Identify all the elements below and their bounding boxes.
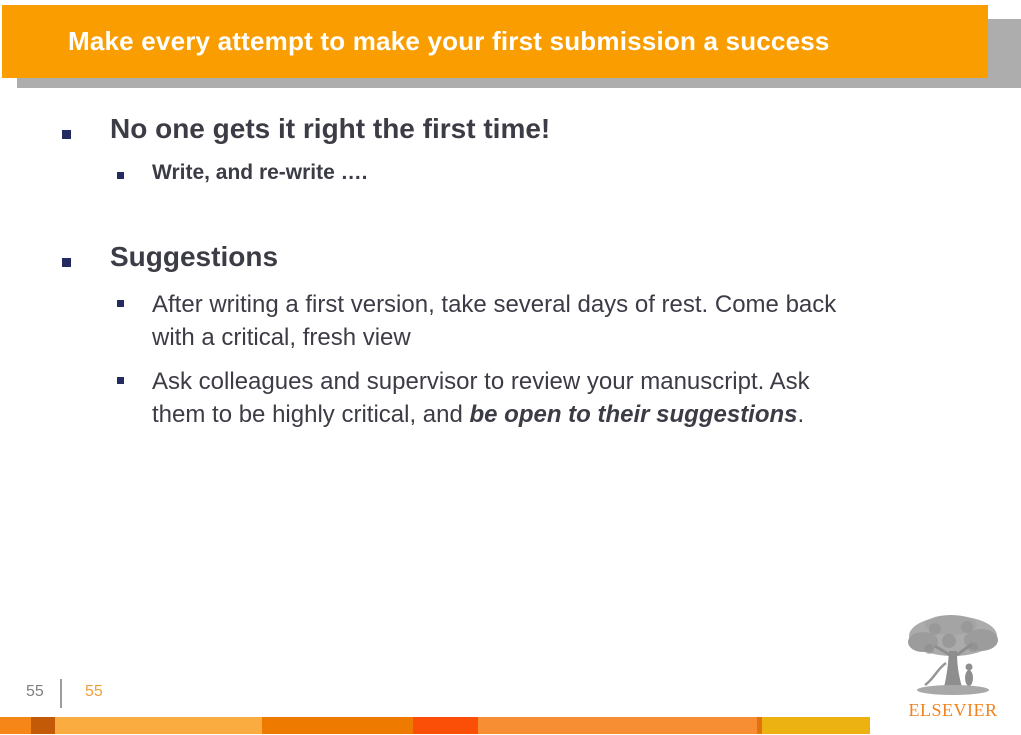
strip-segment <box>762 717 870 734</box>
bullet-heading: Suggestions <box>110 241 279 272</box>
bullet-square-icon <box>117 377 124 384</box>
sub-bullet-text-regular: Ask colleagues and supervisor to review your manuscript. Ask them to be highly critical, and <box>152 368 810 428</box>
page-number-orange: 55 <box>85 683 103 700</box>
sub-bullet-text: After writing a first version, take several days of rest. Come back with a critical, fresh view <box>152 291 837 351</box>
strip-segment <box>55 717 262 734</box>
header-bar <box>2 5 988 78</box>
bullet-square-icon <box>62 130 71 139</box>
bullet-square-icon <box>117 300 124 307</box>
strip-segment <box>262 717 413 734</box>
sub-bullet-text <box>152 365 852 431</box>
bullet-square-icon <box>62 258 71 267</box>
sub-bullet-text-emphasis: be open to their suggestions <box>469 401 798 428</box>
sub-bullet-write-rewrite <box>117 160 368 185</box>
bullet-square-icon <box>117 172 124 179</box>
bullet-item-suggestions <box>62 240 278 274</box>
strip-segment <box>413 717 478 734</box>
elsevier-logo-text: ELSEVIER <box>908 700 998 720</box>
strip-segment <box>478 717 757 734</box>
strip-segment <box>0 717 31 734</box>
elsevier-logo <box>905 611 1001 721</box>
sub-bullet-text-period: . <box>797 401 805 428</box>
bullet-heading: No one gets it right the first time! <box>110 113 551 144</box>
bottom-color-strip <box>0 717 870 734</box>
slide-title: Make every attempt to make your first submission a success <box>68 26 830 56</box>
page-number-gray: 55 <box>26 683 44 700</box>
elsevier-tree-icon <box>905 611 1001 697</box>
page-number-divider <box>60 679 62 708</box>
bullet-item-no-one <box>62 112 550 146</box>
sub-bullet-text: Write, and re-write …. <box>152 161 368 184</box>
sub-bullet-ask-colleagues <box>117 365 852 431</box>
sub-bullet-after-writing <box>117 288 852 354</box>
strip-segment <box>31 717 55 734</box>
